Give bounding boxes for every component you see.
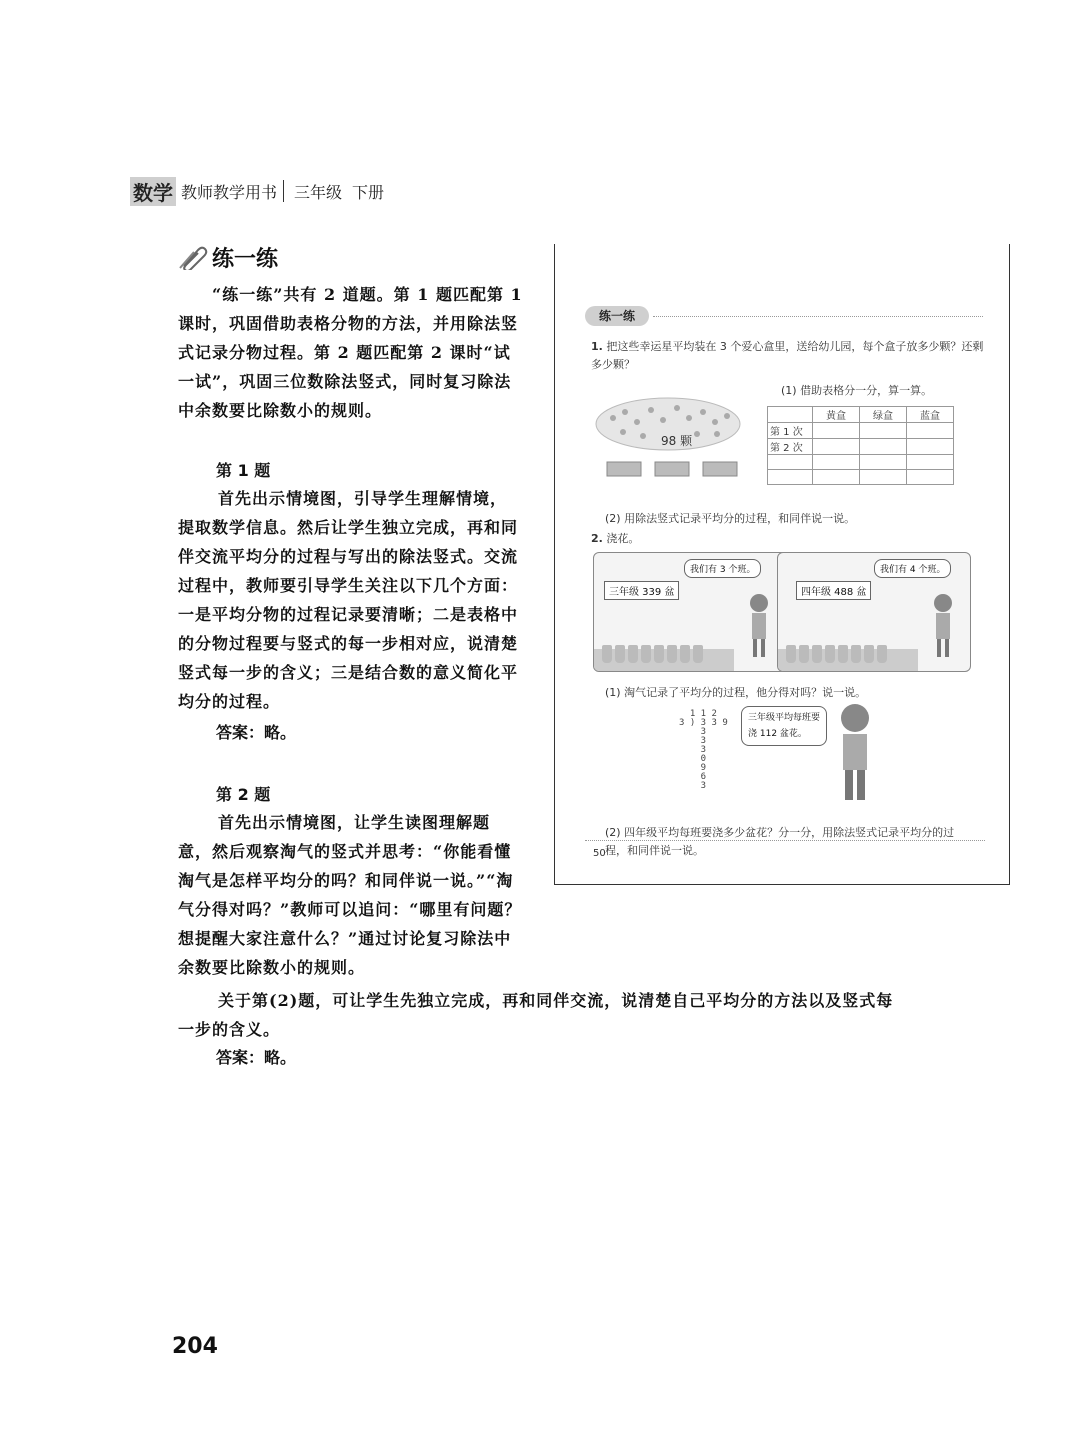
question2-extra: 关于第(2)题，可让学生先独立完成，再和同伴交流，说清楚自己平均分的方法以及竖式每一步的含义。	[178, 991, 894, 1039]
scene-left-sign: 三年级 339 盆	[604, 581, 679, 600]
table-row-label	[768, 455, 813, 470]
book-header	[130, 176, 384, 206]
subject-label: 数学	[130, 177, 176, 206]
textbook-page-number: 50	[593, 848, 606, 859]
flower-pots	[786, 645, 887, 663]
distribution-table	[767, 406, 954, 485]
long-division-work: 1 1 2 3 ) 3 3 9 3 3 3 0 9 6 3	[679, 709, 728, 791]
scene-right-sign: 四年级 488 盆	[796, 581, 871, 600]
table-row-label: 第 2 次	[768, 439, 813, 455]
boy-figure	[928, 591, 958, 661]
question1-answer: 答案：略。	[216, 723, 297, 742]
table-header-cell	[768, 407, 813, 423]
scene-left	[593, 552, 787, 672]
grade-label: 三年级	[294, 182, 343, 202]
table-row-label	[768, 470, 813, 485]
problem1-text: 1. 把这些幸运星平均装在 3 个爱心盒里，送给幼儿园，每个盒子放多少颗？还剩多少颗？	[591, 340, 984, 371]
scene-right	[777, 552, 971, 672]
flower-pots	[602, 645, 703, 663]
header-divider	[283, 180, 284, 202]
book-title: 教师教学用书	[181, 182, 278, 202]
practice-tag: 练一练	[585, 306, 649, 326]
scene-right-bubble: 我们有 4 个班。	[874, 559, 951, 578]
table-header-cell: 蓝盒	[907, 407, 954, 423]
section-title-text: 练一练	[212, 247, 279, 272]
problem2-sub1: (1) 淘气记录了平均分的过程，他分得对吗？说一说。	[605, 686, 867, 699]
speech-bubble: 三年级平均每班要浇 112 盆花。	[741, 706, 827, 746]
footer-divider	[585, 840, 985, 841]
table-header-cell: 绿盒	[860, 407, 907, 423]
question2-body: 首先出示情境图，让学生读图理解题意，然后观察淘气的竖式并思考：“你能看懂淘气是怎样平均分的吗？和同伴说一说。”“淘气分得对吗？”教师可以追问：“哪里有问题？想提醒大家注意什么？”通过讨论复习除法中余数要比除数小的规则。	[178, 813, 522, 977]
girl-figure	[744, 591, 774, 661]
table-row-label: 第 1 次	[768, 423, 813, 439]
table-header-cell: 黄盒	[813, 407, 860, 423]
taoqi-figure	[827, 700, 883, 810]
paperclip-icon	[178, 246, 208, 270]
problem1-sub2: (2) 用除法竖式记录平均分的过程，和同伴说一说。	[605, 512, 856, 525]
problem2-sub2: (2) 四年级平均每班要浇多少盆花？分一分，用除法竖式记录平均分的过程，和同伴说一说。	[605, 826, 955, 857]
section-title	[178, 242, 278, 273]
stars-count-label: 98 颗	[661, 434, 693, 448]
question1-body: 首先出示情境图，引导学生理解情境，提取数学信息。然后让学生独立完成，再和同伴交流平均分的过程与写出的除法竖式。交流过程中，教师要引导学生关注以下几个方面：一是平均分物的过程记录要清晰；二是表格中的分物过程要与竖式的每一步相对应，说清楚竖式每一步的含义；三是结合数的意义简化平均分的过程。	[178, 489, 519, 711]
page-number: 204	[172, 1334, 218, 1359]
problem2-text: 2. 浇花。	[591, 532, 640, 545]
question2-heading: 第 2 题	[216, 785, 271, 804]
volume-label: 下册	[352, 182, 385, 202]
intro-paragraph: “练一练”共有 2 道题。第 1 题匹配第 1 课时，巩固借助表格分物的方法，并用除法竖式记录分物过程。第 2 题匹配第 2 课时“试一试”，巩固三位数除法竖式，同时复习除法中余数要比除数小的规则。	[178, 285, 523, 420]
problem1-sub1: (1) 借助表格分一分，算一算。	[781, 384, 933, 397]
scene-left-bubble: 我们有 3 个班。	[684, 559, 761, 578]
tag-divider	[653, 316, 983, 317]
question1-heading: 第 1 题	[216, 461, 271, 480]
question2-answer: 答案：略。	[216, 1048, 297, 1067]
textbook-page-image	[554, 244, 1010, 885]
